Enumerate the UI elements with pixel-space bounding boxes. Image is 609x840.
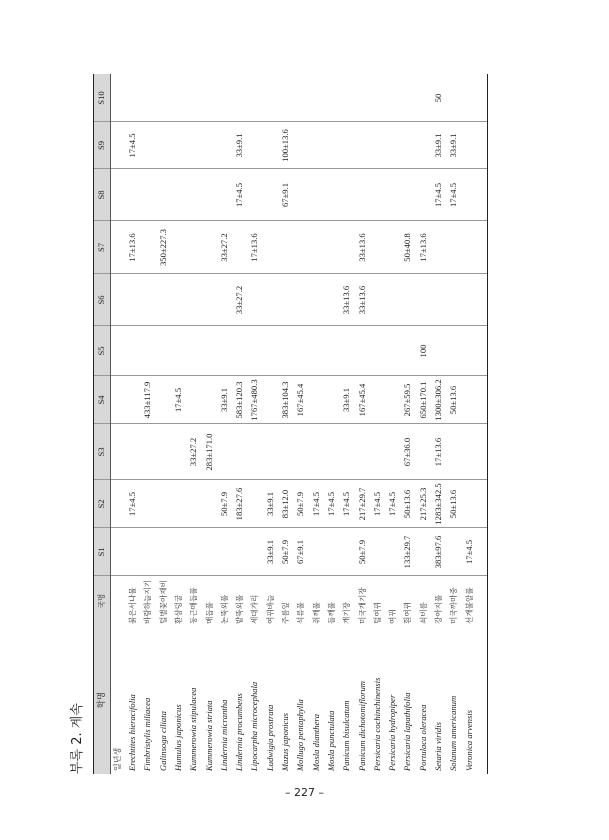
species-scientific-name: Solanum americanum xyxy=(448,695,459,771)
density-value: 50±7.9 xyxy=(280,539,290,565)
species-scientific-name: Kummerowia striata xyxy=(203,700,214,771)
species-scientific-name: Persicaria lapathifolia xyxy=(402,692,413,771)
species-korean-name: 여뀌바늘 xyxy=(265,594,275,624)
density-value: 650±170.1 xyxy=(417,381,428,419)
density-value: 83±12.0 xyxy=(280,489,290,519)
density-value: 17±4.5 xyxy=(341,491,352,517)
density-value: 17±13.6 xyxy=(127,233,137,262)
species-korean-name: 미국개기장 xyxy=(357,587,367,624)
density-value: 383±97.6 xyxy=(433,535,443,569)
species-korean-name: 논뚝외풀 xyxy=(219,594,229,624)
species-scientific-name: Erechtites hieracifolia xyxy=(127,694,137,771)
species-korean-name: 매듭풀 xyxy=(204,601,214,624)
density-value: 167±45.4 xyxy=(356,383,367,417)
density-value: 17±4.5 xyxy=(371,491,382,517)
density-value: 1283±342.5 xyxy=(433,483,443,525)
density-value: 67±36.0 xyxy=(402,437,413,467)
density-value: 17±13.6 xyxy=(249,233,260,262)
column-header: S3 xyxy=(93,424,110,480)
column-header: 학명 xyxy=(93,626,110,774)
table-rule xyxy=(93,74,94,774)
column-header: S8 xyxy=(93,169,110,221)
density-value: 17±4.5 xyxy=(387,491,398,517)
density-value: 133±29.7 xyxy=(402,535,413,569)
column-header: S2 xyxy=(93,480,110,528)
section-label: 일년생 xyxy=(113,747,122,771)
density-value: 17±4.5 xyxy=(310,491,321,517)
species-korean-name: 석류풀 xyxy=(296,601,306,624)
table-rule xyxy=(487,74,488,774)
species-scientific-name: Mosla dianthera xyxy=(310,713,321,771)
species-korean-name: 밭뚝외풀 xyxy=(235,594,245,624)
species-scientific-name: Persicaria hydropiper xyxy=(387,694,398,771)
column-header: S1 xyxy=(93,528,110,576)
species-scientific-name: Panicum bisulcatum xyxy=(341,700,352,771)
species-scientific-name: Lindernia procumbens xyxy=(234,693,245,771)
species-scientific-name: Humulus japonicus xyxy=(172,704,183,771)
density-value: 100±13.6 xyxy=(280,129,290,162)
density-value: 17±13.6 xyxy=(417,233,428,262)
density-value: 33±9.1 xyxy=(264,491,275,517)
density-value: 217±29.7 xyxy=(356,487,367,521)
density-value: 50±13.6 xyxy=(402,489,413,519)
species-scientific-name: Kummerowia stipulacea xyxy=(188,687,199,771)
species-korean-name: 쇠비름 xyxy=(418,601,428,624)
density-value: 50±7.9 xyxy=(356,539,367,565)
density-value: 50 xyxy=(433,93,443,103)
density-value: 33±27.2 xyxy=(188,437,199,467)
density-value: 17±4.5 xyxy=(433,182,443,208)
density-value: 283±171.0 xyxy=(203,433,214,471)
species-korean-name: 털여뀌 xyxy=(372,601,382,624)
density-value: 1767±480.3 xyxy=(249,379,260,421)
density-value: 33±9.1 xyxy=(341,387,352,413)
density-value: 50±40.8 xyxy=(402,233,413,262)
column-header: S4 xyxy=(93,376,110,424)
density-value: 67±9.1 xyxy=(295,539,306,565)
species-scientific-name: Portulaca oleracea xyxy=(417,704,428,771)
density-value: 433±117.9 xyxy=(142,381,153,419)
density-value: 33±9.1 xyxy=(264,539,275,565)
density-value: 50±13.6 xyxy=(448,489,459,519)
column-header: S7 xyxy=(93,221,110,274)
species-scientific-name: Persicaria cochinchinensis xyxy=(371,677,382,771)
density-value: 17±4.5 xyxy=(127,491,137,517)
species-scientific-name: Ludwigia prostrata xyxy=(264,704,275,771)
species-korean-name: 환삼덩굴 xyxy=(173,594,183,624)
species-scientific-name: Lindernia micrantha xyxy=(218,699,229,771)
rotated-table-block xyxy=(67,74,487,774)
density-value: 583±120.3 xyxy=(234,381,245,419)
species-scientific-name: Mazus japonicus xyxy=(280,712,290,771)
column-header: 국명 xyxy=(93,576,110,626)
species-korean-name: 붉은서나물 xyxy=(128,587,137,624)
species-scientific-name: Setaria viridis xyxy=(433,722,443,771)
species-korean-name: 주름잎 xyxy=(281,601,290,624)
density-value: 50±7.9 xyxy=(218,491,229,517)
species-scientific-name: Fimbristylis miliacea xyxy=(142,697,153,771)
species-scientific-name: Veronica arvensis xyxy=(463,709,474,771)
density-value: 1300±306.2 xyxy=(433,379,443,421)
density-value: 17±4.5 xyxy=(127,133,137,158)
density-value: 33±27.2 xyxy=(234,285,245,315)
species-scientific-name: Mollugo pentaphylla xyxy=(295,699,306,771)
species-korean-name: 강아지풀 xyxy=(434,594,443,624)
table-rule xyxy=(110,74,111,774)
density-value: 33±9.1 xyxy=(234,133,245,158)
species-korean-name: 바람하늘지기 xyxy=(143,579,153,624)
species-korean-name: 세대가리 xyxy=(250,594,260,624)
species-korean-name: 둥근매듭풀 xyxy=(189,587,199,624)
data-table xyxy=(93,74,487,774)
species-scientific-name: Galinsoga ciliata xyxy=(157,711,168,771)
density-value: 267±59.5 xyxy=(402,383,413,417)
density-value: 33±13.6 xyxy=(356,233,367,262)
density-value: 167±45.4 xyxy=(295,383,306,417)
density-value: 17±4.5 xyxy=(448,182,459,208)
species-korean-name: 개기장 xyxy=(342,601,352,624)
density-value: 33±9.1 xyxy=(433,133,443,158)
density-value: 67±9.1 xyxy=(280,182,290,208)
species-scientific-name: Lipocarpha microcephala xyxy=(249,681,260,771)
column-header: S10 xyxy=(93,74,110,122)
column-header: S5 xyxy=(93,326,110,376)
density-value: 350±227.3 xyxy=(157,229,168,266)
species-korean-name: 흰여뀌 xyxy=(403,601,413,624)
density-value: 17±4.5 xyxy=(234,182,245,208)
species-scientific-name: Mosla punctulata xyxy=(325,710,336,771)
density-value: 50±7.9 xyxy=(295,491,306,517)
table-caption: 부록 2. 계속 xyxy=(70,703,85,774)
density-value: 33±13.6 xyxy=(356,285,367,315)
density-value: 33±9.1 xyxy=(218,387,229,413)
species-korean-name: 털별꽃아재비 xyxy=(158,579,168,624)
density-value: 33±13.6 xyxy=(341,285,352,315)
density-value: 100 xyxy=(417,344,428,358)
density-value: 217±25.3 xyxy=(417,487,428,521)
species-korean-name: 쥐깨풀 xyxy=(311,601,321,624)
species-korean-name: 선개불알풀 xyxy=(464,587,474,624)
density-value: 33±9.1 xyxy=(448,133,459,158)
species-korean-name: 들깨풀 xyxy=(326,601,336,624)
column-header: S9 xyxy=(93,122,110,169)
column-header: S6 xyxy=(93,274,110,326)
density-value: 17±4.5 xyxy=(325,491,336,517)
density-value: 33±27.2 xyxy=(218,233,229,262)
density-value: 183±27.6 xyxy=(234,487,245,521)
density-value: 383±104.3 xyxy=(280,381,290,419)
species-scientific-name: Panicum dichotomiflorum xyxy=(356,681,367,771)
density-value: 17±4.5 xyxy=(463,539,474,565)
species-korean-name: 여뀌 xyxy=(388,609,398,624)
density-value: 17±4.5 xyxy=(172,387,183,413)
species-korean-name: 미국까마중 xyxy=(449,587,459,624)
density-value: 50±13.6 xyxy=(448,385,459,415)
page-number: – 227 – xyxy=(285,786,324,799)
density-value: 17±13.6 xyxy=(433,437,443,467)
